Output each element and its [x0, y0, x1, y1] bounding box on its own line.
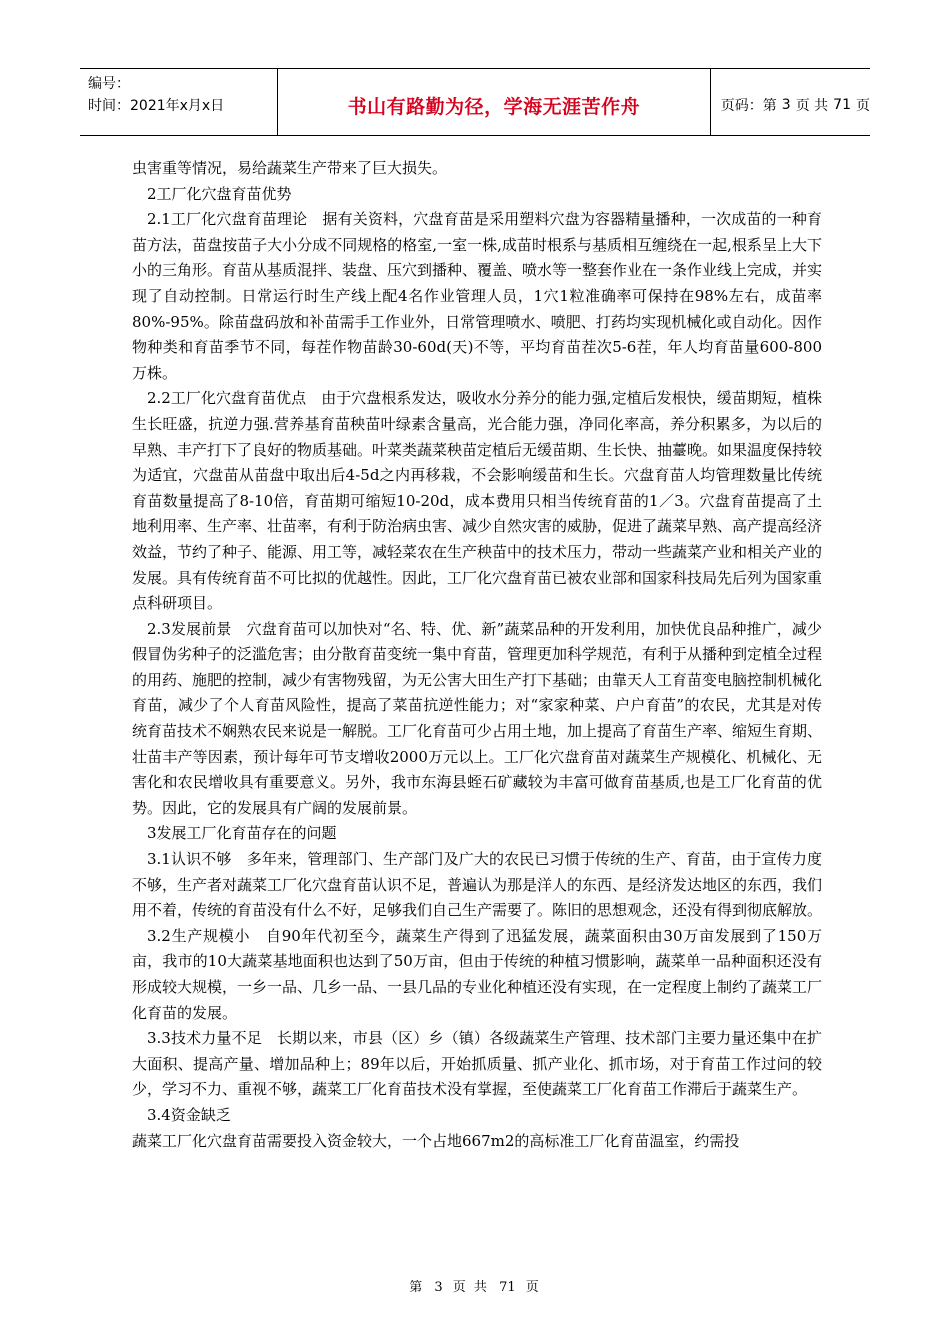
- footer-mid: 页 共: [452, 1280, 489, 1295]
- footer-page-total: 71: [499, 1280, 516, 1295]
- section-heading: 2工厂化穴盘育苗优势: [147, 184, 292, 203]
- document-body: [132, 156, 822, 1154]
- footer-suffix: 页: [525, 1280, 541, 1295]
- page-total: 71: [833, 97, 851, 113]
- paragraph: 3.2生产规模小 自90年代初至今，蔬菜生产得到了迅猛发展，蔬菜面积由30万亩发展到了150万亩，我市的10大蔬菜基地面积也达到了50万亩，但由于传统的种植习惯影响，蔬菜单一品种面积还没有形成较大规模，一乡一品、几乡一品、一县几品的专业化种植还没有实现，在一定程度上制约了蔬菜工厂化育苗的发展。: [132, 926, 823, 1022]
- document-number-label: 编号：: [88, 76, 130, 92]
- paragraph: 蔬菜工厂化穴盘育苗需要投入资金较大，一个占地667m2的高标准工厂化育苗温室，约需投: [132, 1131, 740, 1150]
- footer-prefix: 第: [409, 1280, 425, 1295]
- paragraph: 3.3技术力量不足 长期以来，市县（区）乡（镇）各级蔬菜生产管理、技术部门主要力量还集中在扩大面积、提高产量、增加品种上；89年以后，开始抓质量、抓产业化、抓市场，对于育苗工作过问的较少，学习不力、重视不够，蔬菜工厂化育苗技术没有掌握，至使蔬菜工厂化育苗工作滞后于蔬菜生产。: [132, 1029, 822, 1099]
- footer-page-number: 3: [434, 1280, 443, 1295]
- header-motto: 书山有路勤为径，学海无涯苦作舟: [278, 69, 711, 135]
- page-prefix: 页码：第: [720, 98, 777, 114]
- page-footer: [0, 1276, 950, 1295]
- page-number: 3: [781, 97, 791, 113]
- page-header: [80, 68, 870, 136]
- header-meta: [80, 69, 278, 135]
- paragraph: 2.1工厂化穴盘育苗理论 据有关资料，穴盘育苗是采用塑料穴盘为容器精量播种，一次成苗的一种育苗方法，苗盘按苗子大小分成不同规格的格室,一室一株,成苗时根系与基质相互缠绕在一起,根系呈上大下小的三角形。育苗从基质混拌、装盘、压穴到播种、覆盖、喷水等一整套作业在一条作业线上完成，并实现了自动控制。日常运行时生产线上配4名作业管理人员，1穴1粒准确率可保持在98%左右，成苗率80%-95%。除苗盘码放和补苗需手工作业外，日常管理喷水、喷肥、打药均实现机械化或自动化。因作物种类和育苗季节不同，每茬作物苗龄30-60d(天)不等，平均育苗茬次5-6茬，年人均育苗量600-800万株。: [132, 210, 823, 382]
- paragraph: 2.3发展前景 穴盘育苗可以加快对“名、特、优、新”蔬菜品种的开发利用，加快优良品种推广，减少假冒伪劣种子的泛滥危害；由分散育苗变统一集中育苗，管理更加科学规范，有利于从播种到定植全过程的用药、施肥的控制，减少有害物残留，为无公害大田生产打下基础；由靠天人工育苗变电脑控制机械化育苗，减少了个人育苗风险性，提高了菜苗抗逆性能力；对“家家种菜、户户育苗”的农民，尤其是对传统育苗技术不娴熟农民来说是一解脱。工厂化育苗可少占用土地，加上提高了育苗生产率、缩短生育期、壮苗丰产等因素，预计每年可节支增收2000万元以上。工厂化穴盘育苗对蔬菜生产规模化、机械化、无害化和农民增收具有重要意义。另外，我市东海县蛭石矿藏较为丰富可做育苗基质,也是工厂化育苗的优势。因此，它的发展具有广阔的发展前景。: [132, 619, 823, 817]
- document-date: 时间：2021年x月x日: [88, 98, 225, 114]
- paragraph-continuation: 虫害重等情况，易给蔬菜生产带来了巨大损失。: [132, 159, 448, 177]
- header-page-info: [711, 69, 870, 135]
- section-heading: 3发展工厂化育苗存在的问题: [147, 824, 337, 843]
- page-suffix: 页: [856, 98, 870, 114]
- subsection-heading: 3.4资金缺乏: [147, 1105, 231, 1124]
- paragraph: 2.2工厂化穴盘育苗优点 由于穴盘根系发达，吸收水分养分的能力强,定植后发根快，缓苗期短，植株生长旺盛，抗逆力强.营养基育苗秧苗叶绿素含量高，光合能力强，净同化率高，养分积累多，为以后的早熟、丰产打下了良好的物质基础。叶菜类蔬菜秧苗定植后无缓苗期、生长快、抽薹晚。如果温度保持较为适宜，穴盘苗从苗盘中取出后4-5d之内再移栽，不会影响缓苗和生长。穴盘育苗人均管理数量比传统育苗数量提高了8-10倍，育苗期可缩短10-20d，成本费用只相当传统育苗的1／3。穴盘育苗提高了土地利用率、生产率、壮苗率，有利于防治病虫害、减少自然灾害的威胁，促进了蔬菜早熟、高产提高经济效益，节约了种子、能源、用工等，减轻菜农在生产秧苗中的技术压力，带动一些蔬菜产业和相关产业的发展。具有传统育苗不可比拟的优越性。因此，工厂化穴盘育苗已被农业部和国家科技局先后列为国家重点科研项目。: [132, 389, 823, 613]
- page-mid: 页 共: [795, 98, 829, 114]
- paragraph: 3.1认识不够 多年来，管理部门、生产部门及广大的农民已习惯于传统的生产、育苗，由于宣传力度不够，生产者对蔬菜工厂化穴盘育苗认识不足，普遍认为那是洋人的东西、是经济发达地区的东西，我们用不着，传统的育苗没有什么不好，足够我们自己生产需要了。陈旧的思想观念，还没有得到彻底解放。: [132, 850, 823, 920]
